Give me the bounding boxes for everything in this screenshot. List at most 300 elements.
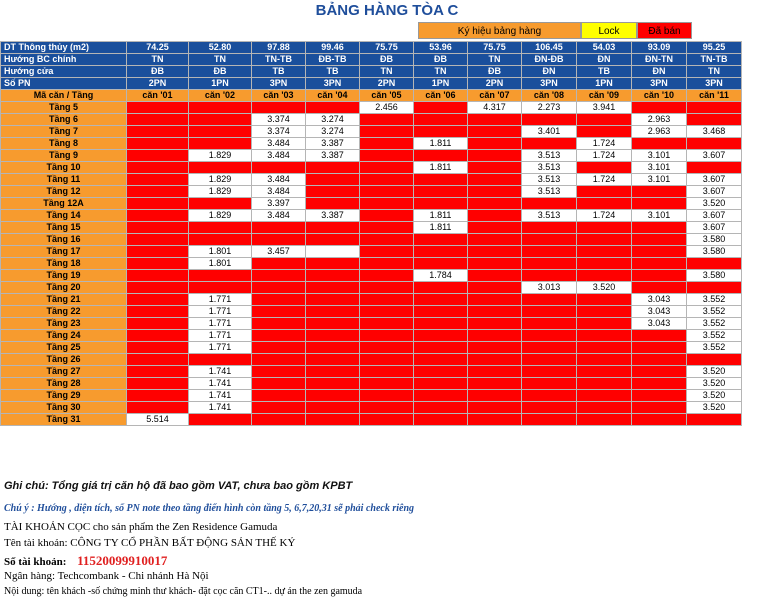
sold-cell: [468, 378, 522, 390]
price-cell: 3.552: [687, 306, 742, 318]
sold-cell: [306, 102, 360, 114]
sold-cell: [414, 102, 468, 114]
sold-cell: [577, 318, 632, 330]
sold-cell: [360, 138, 414, 150]
price-cell: 1.829: [189, 174, 252, 186]
price-cell: 3.552: [687, 294, 742, 306]
price-cell: 3.607: [687, 174, 742, 186]
account-number-line: [4, 553, 167, 569]
sold-cell: [687, 102, 742, 114]
sold-cell: [414, 390, 468, 402]
header-cell: 3PN: [522, 78, 577, 90]
header-cell: 106.45: [522, 42, 577, 54]
sold-cell: [468, 282, 522, 294]
sold-cell: [127, 390, 189, 402]
sold-cell: [414, 330, 468, 342]
header-cell: 74.25: [127, 42, 189, 54]
table-row: [1, 270, 742, 282]
sold-cell: [577, 222, 632, 234]
header-cell: 1PN: [577, 78, 632, 90]
sold-cell: [414, 282, 468, 294]
table-row: [1, 378, 742, 390]
sold-cell: [522, 258, 577, 270]
floor-label: Tầng 10: [1, 162, 127, 174]
price-cell: 3.101: [632, 162, 687, 174]
unit-column-header: căn '10: [632, 90, 687, 102]
floor-label: Tầng 5: [1, 102, 127, 114]
header-row: [1, 42, 742, 54]
sold-cell: [306, 234, 360, 246]
sold-cell: [252, 390, 306, 402]
header-cell: ĐB: [414, 54, 468, 66]
table-row: [1, 150, 742, 162]
sold-cell: [468, 198, 522, 210]
price-cell: 3.101: [632, 174, 687, 186]
table-row: [1, 114, 742, 126]
sold-cell: [189, 114, 252, 126]
price-cell: 3.520: [687, 366, 742, 378]
header-cell: ĐB-TB: [306, 54, 360, 66]
header-row-label: DT Thông thủy (m2): [1, 42, 127, 54]
sold-cell: [189, 270, 252, 282]
sold-cell: [306, 342, 360, 354]
sold-cell: [577, 246, 632, 258]
price-cell: 1.811: [414, 222, 468, 234]
floor-label: Tầng 20: [1, 282, 127, 294]
header-cell: 2PN: [127, 78, 189, 90]
price-cell: 2.456: [360, 102, 414, 114]
header-cell: TB: [577, 66, 632, 78]
sold-cell: [414, 186, 468, 198]
header-cell: 2PN: [468, 78, 522, 90]
sold-cell: [414, 114, 468, 126]
sold-cell: [468, 366, 522, 378]
price-cell: 1.771: [189, 330, 252, 342]
price-cell: 1.724: [577, 150, 632, 162]
sold-cell: [468, 138, 522, 150]
sold-cell: [414, 318, 468, 330]
sold-cell: [360, 402, 414, 414]
header-cell: 54.03: [577, 42, 632, 54]
sold-cell: [252, 402, 306, 414]
sold-cell: [468, 354, 522, 366]
table-row: [1, 174, 742, 186]
sold-cell: [127, 354, 189, 366]
sold-cell: [360, 174, 414, 186]
sold-cell: [577, 270, 632, 282]
sold-cell: [468, 150, 522, 162]
sold-cell: [252, 378, 306, 390]
sold-cell: [577, 414, 632, 426]
sold-cell: [306, 402, 360, 414]
sold-cell: [189, 414, 252, 426]
sold-cell: [306, 162, 360, 174]
sold-cell: [252, 102, 306, 114]
sold-cell: [468, 270, 522, 282]
sold-cell: [127, 378, 189, 390]
unit-column-header: căn '02: [189, 90, 252, 102]
sold-cell: [360, 330, 414, 342]
sold-cell: [577, 354, 632, 366]
sold-cell: [306, 174, 360, 186]
sold-cell: [522, 378, 577, 390]
header-cell: TB: [252, 66, 306, 78]
sold-cell: [522, 270, 577, 282]
unit-column-header: căn '03: [252, 90, 306, 102]
header-cell: TN-TB: [687, 54, 742, 66]
sold-cell: [687, 114, 742, 126]
sold-cell: [252, 234, 306, 246]
price-cell: 3.401: [522, 126, 577, 138]
price-cell: 3.520: [687, 390, 742, 402]
sheet-title: BẢNG HÀNG TÒA C: [315, 2, 459, 19]
price-cell: 1.724: [577, 174, 632, 186]
floor-label: Tầng 29: [1, 390, 127, 402]
sold-cell: [632, 246, 687, 258]
price-cell: 3.484: [252, 138, 306, 150]
sold-cell: [687, 414, 742, 426]
sold-cell: [127, 126, 189, 138]
table-row: [1, 234, 742, 246]
header-cell: ĐB: [468, 66, 522, 78]
floor-label: Tầng 26: [1, 354, 127, 366]
sold-cell: [127, 282, 189, 294]
sold-cell: [522, 318, 577, 330]
header-cell: ĐB: [127, 66, 189, 78]
sold-cell: [360, 162, 414, 174]
header-cell: TN: [414, 66, 468, 78]
sold-cell: [522, 306, 577, 318]
sold-cell: [189, 282, 252, 294]
sold-cell: [306, 414, 360, 426]
sold-cell: [632, 390, 687, 402]
header-cell: TN: [127, 54, 189, 66]
header-cell: TN: [468, 54, 522, 66]
sold-cell: [306, 378, 360, 390]
price-cell: 3.013: [522, 282, 577, 294]
price-cell: 1.771: [189, 306, 252, 318]
header-cell: ĐN: [577, 54, 632, 66]
sold-cell: [577, 378, 632, 390]
sold-cell: [577, 198, 632, 210]
price-cell: 3.484: [252, 186, 306, 198]
header-cell: 1PN: [414, 78, 468, 90]
table-row: [1, 294, 742, 306]
header-cell: 97.88: [252, 42, 306, 54]
table-row: [1, 318, 742, 330]
sold-cell: [468, 210, 522, 222]
sold-cell: [468, 318, 522, 330]
table-body: [1, 42, 742, 426]
sold-cell: [468, 246, 522, 258]
sold-cell: [577, 402, 632, 414]
table-row: [1, 210, 742, 222]
header-cell: 75.75: [468, 42, 522, 54]
sold-cell: [632, 366, 687, 378]
sold-cell: [252, 318, 306, 330]
sold-cell: [360, 294, 414, 306]
sold-cell: [360, 318, 414, 330]
sold-cell: [577, 342, 632, 354]
sold-cell: [468, 186, 522, 198]
sold-cell: [127, 342, 189, 354]
price-cell: 3.513: [522, 150, 577, 162]
sold-cell: [189, 102, 252, 114]
price-cell: 3.520: [687, 198, 742, 210]
price-cell: 1.801: [189, 258, 252, 270]
legend-lock: Lock: [581, 22, 637, 39]
sold-cell: [252, 306, 306, 318]
header-cell: ĐB: [189, 66, 252, 78]
sold-cell: [127, 150, 189, 162]
price-cell: 3.484: [252, 174, 306, 186]
price-cell: 1.741: [189, 378, 252, 390]
price-cell: 1.771: [189, 342, 252, 354]
price-cell: 1.801: [189, 246, 252, 258]
price-cell: 4.317: [468, 102, 522, 114]
sold-cell: [360, 186, 414, 198]
floor-label: Tầng 25: [1, 342, 127, 354]
unit-column-header: căn '01: [127, 90, 189, 102]
price-cell: 3.387: [306, 210, 360, 222]
sold-cell: [252, 222, 306, 234]
sold-cell: [687, 354, 742, 366]
sold-cell: [468, 162, 522, 174]
sold-cell: [632, 330, 687, 342]
sold-cell: [522, 366, 577, 378]
price-cell: 3.274: [306, 126, 360, 138]
sold-cell: [414, 294, 468, 306]
sold-cell: [687, 138, 742, 150]
header-cell: ĐN: [632, 66, 687, 78]
price-cell: 3.520: [577, 282, 632, 294]
price-cell: 3.552: [687, 318, 742, 330]
sold-cell: [252, 270, 306, 282]
price-cell: 1.811: [414, 138, 468, 150]
sold-cell: [306, 270, 360, 282]
vat-note: Ghi chú: Tổng giá trị căn hộ đã bao gồm VAT, chưa bao gồm KPBT: [4, 480, 353, 492]
floor-label: Tầng 6: [1, 114, 127, 126]
sold-cell: [632, 186, 687, 198]
sold-cell: [632, 342, 687, 354]
sold-cell: [360, 222, 414, 234]
price-cell: 3.520: [687, 402, 742, 414]
price-cell: 3.580: [687, 234, 742, 246]
sold-cell: [577, 366, 632, 378]
sold-cell: [577, 306, 632, 318]
floor-label: Tầng 15: [1, 222, 127, 234]
sold-cell: [632, 378, 687, 390]
price-cell: 3.043: [632, 306, 687, 318]
sold-cell: [252, 342, 306, 354]
floor-label: Tầng 18: [1, 258, 127, 270]
legend-symbol: Ký hiệu bảng hàng: [418, 22, 581, 39]
sold-cell: [306, 306, 360, 318]
sold-cell: [414, 306, 468, 318]
price-cell: 1.829: [189, 210, 252, 222]
sold-cell: [522, 354, 577, 366]
sold-cell: [468, 174, 522, 186]
sold-cell: [414, 258, 468, 270]
sold-cell: [577, 330, 632, 342]
table-row: [1, 222, 742, 234]
table-row: [1, 126, 742, 138]
floor-label: Tầng 30: [1, 402, 127, 414]
price-cell: 3.607: [687, 222, 742, 234]
sold-cell: [189, 126, 252, 138]
floor-label: Tầng 12A: [1, 198, 127, 210]
price-cell: 2.963: [632, 114, 687, 126]
sold-cell: [468, 234, 522, 246]
price-cell: 3.513: [522, 162, 577, 174]
floor-label: Tầng 16: [1, 234, 127, 246]
sold-cell: [252, 258, 306, 270]
table-row: [1, 414, 742, 426]
table-row: [1, 102, 742, 114]
table-row: [1, 390, 742, 402]
price-cell: 3.387: [306, 150, 360, 162]
sold-cell: [360, 354, 414, 366]
floor-label: Tầng 12: [1, 186, 127, 198]
bank-info: Ngân hàng: Techcombank - Chi nhánh Hà Nội: [4, 570, 209, 582]
header-cell: ĐB: [360, 54, 414, 66]
deposit-account-heading: TÀI KHOẢN CỌC cho sản phẩm the Zen Residence Gamuda: [4, 521, 278, 533]
header-cell: 52.80: [189, 42, 252, 54]
sold-cell: [127, 270, 189, 282]
account-number-label: Số tài khoản:: [4, 556, 67, 568]
sold-cell: [127, 138, 189, 150]
sold-cell: [632, 198, 687, 210]
table-row: [1, 198, 742, 210]
sold-cell: [414, 342, 468, 354]
floor-label: Tầng 7: [1, 126, 127, 138]
sold-cell: [189, 198, 252, 210]
price-cell: 1.724: [577, 138, 632, 150]
price-cell: 3.607: [687, 150, 742, 162]
price-cell: 3.580: [687, 246, 742, 258]
sold-cell: [360, 150, 414, 162]
sold-cell: [189, 222, 252, 234]
account-name: Tên tài khoản: CÔNG TY CỔ PHẦN BẤT ĐỘNG SẢN THẾ KỶ: [4, 537, 296, 549]
header-cell: 95.25: [687, 42, 742, 54]
sold-cell: [127, 366, 189, 378]
price-cell: 1.771: [189, 318, 252, 330]
unit-column-header: căn '05: [360, 90, 414, 102]
price-cell: 3.520: [687, 378, 742, 390]
unit-column-header: căn '11: [687, 90, 742, 102]
sold-cell: [306, 294, 360, 306]
sold-cell: [414, 414, 468, 426]
price-cell: 3.397: [252, 198, 306, 210]
sold-cell: [127, 258, 189, 270]
header-cell: TN: [360, 66, 414, 78]
price-cell: 1.829: [189, 186, 252, 198]
unit-column-header: căn '08: [522, 90, 577, 102]
sold-cell: [414, 354, 468, 366]
sold-cell: [360, 246, 414, 258]
floor-label: Tầng 17: [1, 246, 127, 258]
sold-cell: [632, 414, 687, 426]
price-cell: 3.552: [687, 330, 742, 342]
price-cell: 1.724: [577, 210, 632, 222]
header-cell: 3PN: [252, 78, 306, 90]
floor-label: Tầng 22: [1, 306, 127, 318]
sold-cell: [414, 150, 468, 162]
sold-cell: [360, 258, 414, 270]
price-cell: 3.101: [632, 150, 687, 162]
sold-cell: [360, 366, 414, 378]
sold-cell: [414, 378, 468, 390]
header-cell: ĐN: [522, 66, 577, 78]
header-row-label: Hướng cửa: [1, 66, 127, 78]
price-table: [0, 41, 742, 426]
sold-cell: [360, 414, 414, 426]
price-cell: 1.741: [189, 402, 252, 414]
sold-cell: [360, 390, 414, 402]
sold-cell: [687, 258, 742, 270]
price-cell: [306, 246, 360, 258]
price-cell: 3.374: [252, 126, 306, 138]
price-cell: 3.484: [252, 150, 306, 162]
header-row: [1, 66, 742, 78]
price-cell: 1.811: [414, 162, 468, 174]
sold-cell: [252, 162, 306, 174]
sold-cell: [127, 222, 189, 234]
sold-cell: [522, 390, 577, 402]
sold-cell: [127, 330, 189, 342]
sold-cell: [360, 114, 414, 126]
price-cell: 3.274: [306, 114, 360, 126]
sold-cell: [632, 270, 687, 282]
sold-cell: [252, 366, 306, 378]
price-cell: 3.513: [522, 186, 577, 198]
header-cell: TN-TB: [252, 54, 306, 66]
sold-cell: [360, 282, 414, 294]
sold-cell: [306, 258, 360, 270]
header-cell: 1PN: [189, 78, 252, 90]
sold-cell: [687, 162, 742, 174]
header-cell: ĐN-ĐB: [522, 54, 577, 66]
price-cell: 3.043: [632, 318, 687, 330]
sold-cell: [360, 198, 414, 210]
sold-cell: [360, 306, 414, 318]
sold-cell: [632, 354, 687, 366]
sold-cell: [360, 126, 414, 138]
sold-cell: [189, 234, 252, 246]
sold-cell: [468, 414, 522, 426]
sold-cell: [127, 234, 189, 246]
floor-label: Tầng 8: [1, 138, 127, 150]
table-row: [1, 282, 742, 294]
header-row-label: Số PN: [1, 78, 127, 90]
header-cell: 3PN: [632, 78, 687, 90]
direction-note: Chú ý : Hướng , diện tích, số PN note theo tầng điển hình còn tầng 5, 6,7,20,31 sẽ phải check riêng: [4, 503, 415, 514]
table-row: [1, 258, 742, 270]
transfer-content: Nội dung: tên khách -số chứng minh thư khách- đặt cọc căn CT1-.. dự án the zen gamuda: [4, 586, 363, 597]
sold-cell: [577, 162, 632, 174]
sold-cell: [468, 294, 522, 306]
sold-cell: [127, 114, 189, 126]
price-cell: 3.484: [252, 210, 306, 222]
price-cell: 3.513: [522, 174, 577, 186]
sold-cell: [522, 330, 577, 342]
table-row: [1, 330, 742, 342]
sold-cell: [306, 186, 360, 198]
sold-cell: [632, 138, 687, 150]
sold-cell: [577, 294, 632, 306]
sold-cell: [577, 258, 632, 270]
sold-cell: [414, 174, 468, 186]
